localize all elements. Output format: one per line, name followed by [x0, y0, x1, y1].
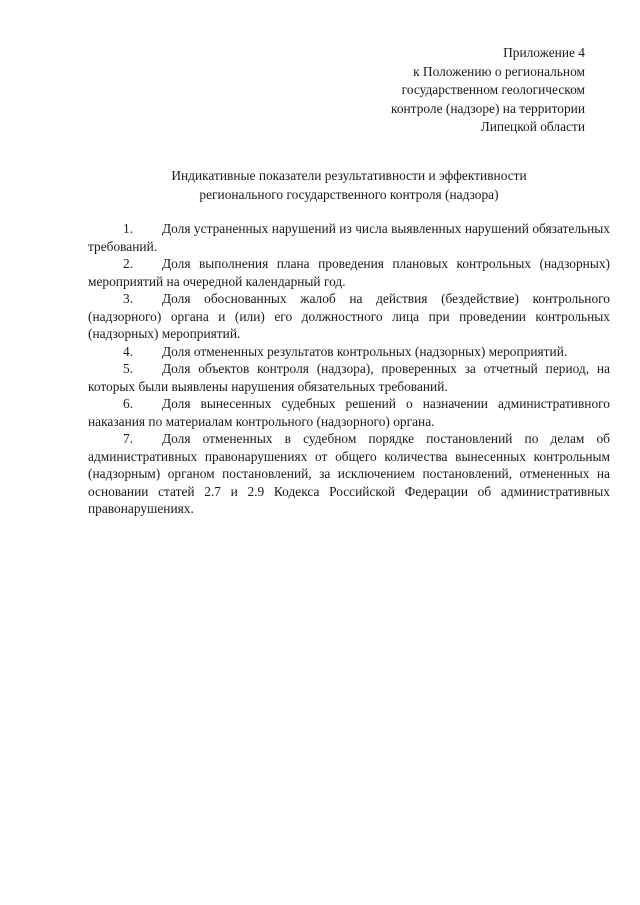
list-item — [88, 395, 610, 430]
item-text: Доля вынесенных судебных решений о назначении административного наказания по материалам контрольного (надзорного) органа. — [88, 396, 610, 429]
appendix-line: государственном геологическом — [401, 82, 585, 98]
item-text: Доля обоснованных жалоб на действия (бездействие) контрольного (надзорного) органа и (или) его должностного лица при проведении контрольных (надзорных) мероприятий. — [88, 291, 610, 341]
appendix-header — [325, 44, 585, 137]
appendix-line: контроле (надзоре) на территории — [391, 100, 585, 116]
indicator-list — [88, 220, 610, 518]
item-text: Доля отмененных результатов контрольных (надзорных) мероприятий. — [162, 343, 568, 359]
item-number: 6. — [123, 396, 134, 411]
list-item — [88, 360, 610, 395]
item-number: 2. — [123, 256, 134, 271]
item-text: Доля отмененных в судебном порядке постановлений по делам об административных правонарушениях от общего количества вынесенных контрольным (надзорным) органом постановлений, за исключением постановлений, отмененных на основании статей 2.7 и 2.9 Кодекса Российской Федерации об административных правонарушениях. — [88, 431, 610, 516]
item-number: 3. — [123, 291, 134, 306]
list-item — [88, 255, 610, 290]
title-line-2: регионального государственного контроля (надзора) — [199, 186, 499, 202]
item-number: 4. — [123, 343, 134, 359]
list-item — [88, 290, 610, 343]
item-number: 7. — [123, 431, 134, 446]
document-title — [88, 167, 610, 204]
list-item — [88, 430, 610, 518]
item-number: 5. — [123, 361, 134, 376]
item-text: Доля объектов контроля (надзора), проверенных за отчетный период, на которых были выявлены нарушения обязательных требований. — [88, 361, 610, 394]
item-text: Доля выполнения плана проведения плановых контрольных (надзорных) мероприятий на очередной календарный год. — [88, 256, 610, 289]
list-item — [88, 343, 610, 361]
item-text: Доля устраненных нарушений из числа выявленных нарушений обязательных требований. — [88, 221, 610, 254]
appendix-line: Приложение 4 — [503, 45, 585, 60]
item-number: 1. — [123, 221, 134, 236]
appendix-line: к Положению о региональном — [413, 63, 585, 79]
list-item — [88, 220, 610, 255]
title-line-1: Индикативные показатели результативности и эффективности — [171, 168, 527, 183]
appendix-line: Липецкой области — [480, 119, 585, 135]
